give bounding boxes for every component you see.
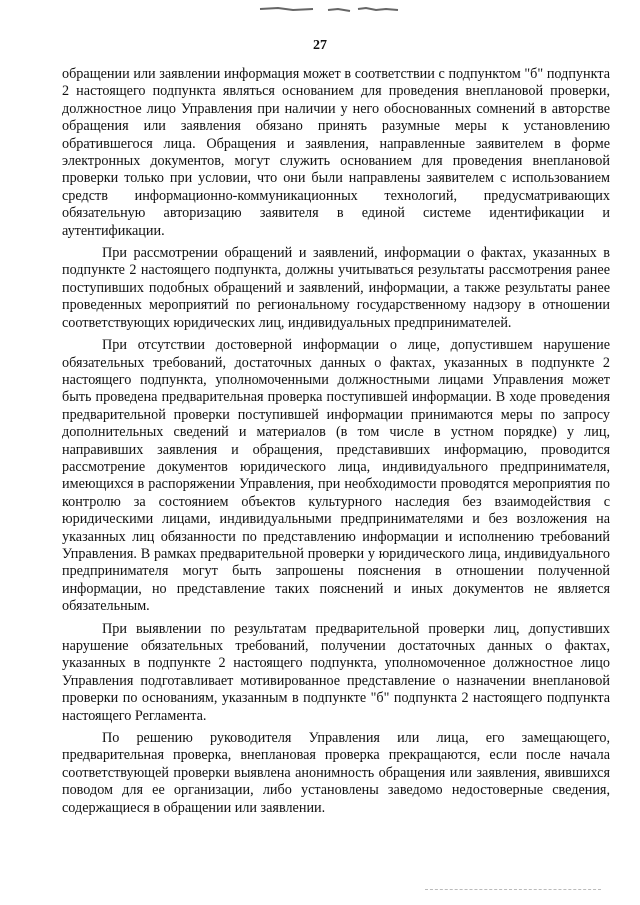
paragraph-5: По решению руководителя Управления или лица, его замещающего, предварительная проверка, внеплановая проверка прекращаются, если после начала соответствующей проверки выявлена анонимность обращения или заявления, явившихся поводом для ее организации, либо установлены заведомо недостоверные сведения, содержащиеся в обращении или заявлении.	[62, 730, 610, 816]
body-text	[62, 66, 610, 822]
footer-rule	[425, 889, 601, 891]
paragraph-1: обращении или заявлении информация может в соответствии с подпунктом "б" подпункта 2 настоящего подпункта являться основанием для проведения внеплановой проверки, должностное лицо Управления при наличии у него обоснованных сомнений в авторстве обращения или заявления обязано принять разумные меры к установлению обратившегося лица. Обращения и заявления, направленные заявителем в форме электронных документов, могут служить основанием для проведения внеплановой проверки только при условии, что они были направлены заявителем с использованием средств информационно-коммуникационных технологий, предусматривающих обязательную авторизацию заявителя в единой системе идентификации и аутентификации.	[62, 66, 610, 239]
page-number: 27	[313, 38, 327, 53]
scan-artifact	[258, 4, 408, 14]
paragraph-4: При выявлении по результатам предварительной проверки лиц, допустивших нарушение обязательных требований, получении достаточных данных о фактах, указанных в подпункте 2 настоящего подпункта, уполномоченное должностное лицо Управления подготавливает мотивированное представление о назначении внеплановой проверки по основаниям, указанным в подпункте "б" подпункта 2 настоящего подпункта настоящего Регламента.	[62, 620, 610, 724]
paragraph-3: При отсутствии достоверной информации о лице, допустившем нарушение обязательных требований, достаточных данных о фактах, указанных в подпункте 2 настоящего подпункта, уполномоченными должностными лицами Управления может быть проведена предварительная проверка поступившей информации. В ходе проведения предварительной проверки поступившей информации принимаются меры по запросу дополнительных сведений и материалов (в том числе в устном порядке) у лиц, направивших заявления и обращения, представивших информацию, проводится рассмотрение документов юридического лица, индивидуального предпринимателя, имеющихся в распоряжении Управления, при необходимости проводятся мероприятия по контролю за состоянием объектов культурного наследия без взаимодействия с юридическими лицами, индивидуальными предпринимателями и без возложения на указанных лиц обязанности по представлению информации и исполнению требований Управления. В рамках предварительной проверки у юридического лица, индивидуального предпринимателя могут быть запрошены пояснения в отношении полученной информации, но представление таких пояснений и иных документов не является обязательным.	[62, 337, 610, 615]
paragraph-2: При рассмотрении обращений и заявлений, информации о фактах, указанных в подпункте 2 настоящего подпункта, должны учитываться результаты рассмотрения ранее поступивших подобных обращений и заявлений, информации, а также результаты ранее проведенных мероприятий по региональному государственному надзору в отношении соответствующих юридических лиц, индивидуальных предпринимателей.	[62, 245, 610, 331]
